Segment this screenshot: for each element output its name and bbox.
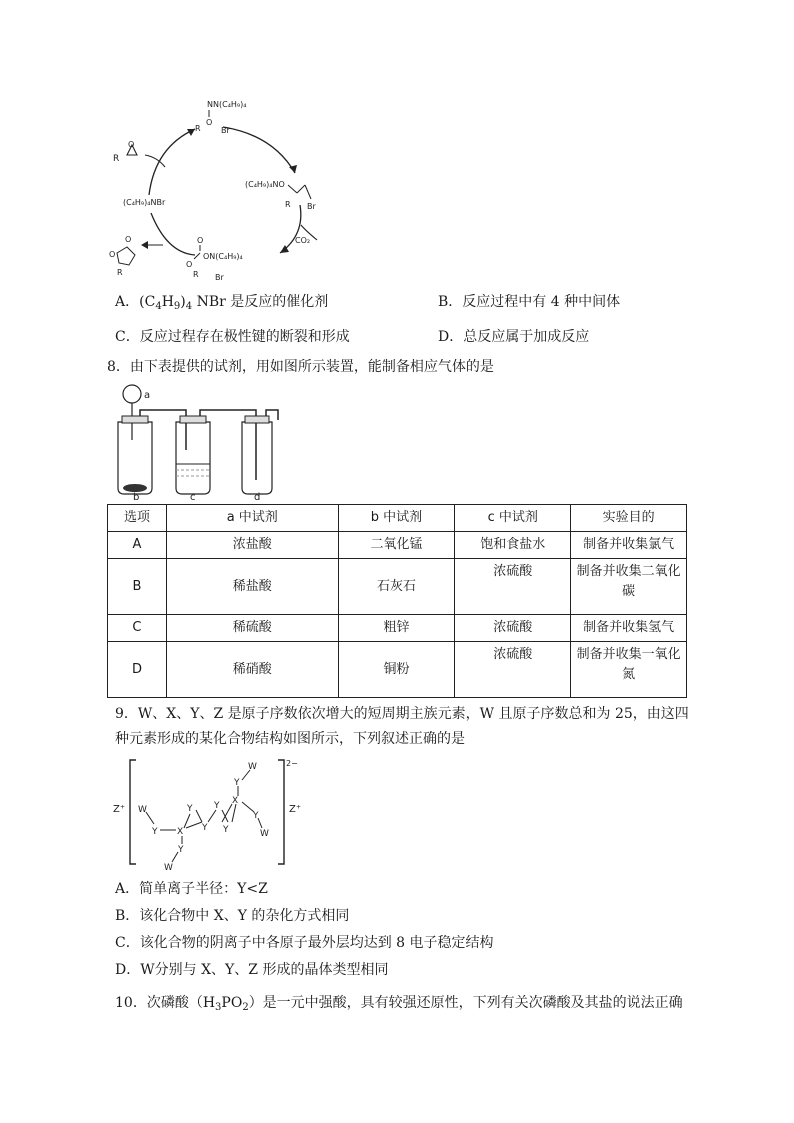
- carbonyl-o-label: O: [197, 236, 204, 245]
- catalytic-cycle-diagram: [105, 95, 335, 285]
- ring-o-label: O: [109, 250, 116, 259]
- atom-labels: [138, 762, 269, 872]
- arrow-head: [141, 241, 148, 249]
- q7-option-a-label: A．: [115, 294, 140, 310]
- q7-option-a: [115, 292, 328, 317]
- formula-sub: 2: [242, 1002, 249, 1013]
- table-row: [108, 532, 687, 559]
- table-row: [108, 615, 687, 642]
- q9-option-c: C．该化合物的阴离子中各原子最外层均达到 8 电子稳定结构: [115, 935, 494, 951]
- table-cell: 浓盐酸: [166, 532, 338, 559]
- bond: [297, 185, 305, 193]
- atom-y: Y: [178, 845, 184, 855]
- q10-stem: [115, 993, 683, 1018]
- q9-option-a: A．简单离子半径：Y<Z: [115, 881, 268, 897]
- z-right-label: Z⁺: [289, 804, 302, 815]
- table-header-cell: b 中试剂: [338, 505, 455, 532]
- table-cell: 制备并收集一氧化氮: [571, 642, 687, 698]
- bond-lines: [146, 770, 262, 862]
- bottle-c: [176, 422, 210, 494]
- anion-structure-diagram: [110, 756, 310, 872]
- right-alkoxide-label: (C₄H₉)₄NO: [245, 180, 285, 189]
- formula-part: H: [161, 294, 174, 310]
- bottom-carbonate-label: ON(C₄H₉)₄: [203, 252, 243, 261]
- q10-stem-part: PO: [221, 995, 243, 1011]
- table-cell: 浓硫酸: [455, 642, 571, 698]
- label-c: c: [190, 492, 196, 500]
- right-r-label: R: [285, 200, 291, 209]
- funnel-bulb: [123, 385, 141, 403]
- table-header-row: [108, 505, 687, 532]
- bottle-b: [118, 422, 152, 494]
- atom-y: Y: [202, 823, 208, 833]
- bottom-br-label: Br: [215, 273, 224, 282]
- table-cell: 制备并收集氢气: [571, 615, 687, 642]
- table-row: [108, 642, 687, 698]
- label-d: d: [254, 492, 261, 500]
- bottle-d: [242, 422, 272, 494]
- bond: [288, 185, 297, 193]
- right-bracket: [278, 760, 284, 864]
- cycle-arc-top-right: [223, 127, 295, 173]
- q9-stem-line-1: 9．W、X、Y、Z 是原子序数依次增大的短周期主族元素，W 且原子序数总和为 25，由这四: [115, 706, 689, 722]
- top-ammonium-label: N(C₄H₉)₄: [213, 100, 247, 109]
- table-cell: A: [108, 532, 167, 559]
- bottle-b-cap: [122, 416, 148, 423]
- q7-option-c: C．反应过程存在极性键的断裂和形成: [115, 329, 350, 345]
- formula-sub: 4: [155, 301, 162, 312]
- table-header-cell: c 中试剂: [455, 505, 571, 532]
- bottle-c-cap: [180, 416, 206, 423]
- solid-reagent: [123, 484, 147, 492]
- table-header-cell: a 中试剂: [166, 505, 338, 532]
- left-salt-label: (C₄H₉)₄NBr: [123, 198, 166, 207]
- q9-option-b: B．该化合物中 X、Y 的杂化方式相同: [115, 908, 350, 924]
- table-cell: 浓硫酸: [455, 559, 571, 615]
- q8-stem: 8．由下表提供的试剂，用如图所示装置，能制备相应气体的是: [107, 359, 494, 375]
- bond: [194, 253, 200, 259]
- carbonate-ring: [117, 247, 135, 265]
- epoxide-r-label: R: [113, 154, 120, 164]
- formula-part: ): [180, 294, 186, 310]
- top-n-label: N: [207, 100, 213, 109]
- table-cell: 粗锌: [338, 615, 455, 642]
- bottom-o-label: O: [186, 260, 193, 269]
- bottle-d-cap: [245, 416, 269, 423]
- co2-label: CO₂: [295, 236, 311, 245]
- formula-sub: 3: [215, 1002, 222, 1013]
- z-left-label: Z⁺: [113, 804, 126, 815]
- atom-y: Y: [187, 804, 193, 814]
- atom-x: X: [177, 827, 184, 837]
- epoxide-o-label: O: [128, 140, 135, 149]
- atom-y: Y: [234, 778, 240, 788]
- charge-label: 2−: [286, 759, 298, 768]
- atom-x: X: [232, 796, 239, 806]
- q9-stem-line-2: 种元素形成的某化合物结构如图所示，下列叙述正确的是: [115, 731, 465, 747]
- cycle-arc-bottom: [151, 213, 195, 255]
- top-r-label: R: [195, 124, 201, 133]
- atom-y: Y: [214, 801, 220, 811]
- left-bracket: [130, 760, 136, 864]
- formula-sub: 9: [173, 301, 181, 312]
- table-cell: C: [108, 615, 167, 642]
- table-cell: 二氧化锰: [338, 532, 455, 559]
- q10-stem-part: ）是一元中强酸，具有较强还原性，下列有关次磷酸及其盐的说法正确: [248, 995, 683, 1011]
- atom-w: W: [248, 762, 257, 772]
- top-br-label: Br: [221, 126, 230, 135]
- right-br-label: Br: [307, 202, 316, 211]
- table-cell: B: [108, 559, 167, 615]
- atom-w: W: [138, 805, 147, 815]
- table-cell: 饱和食盐水: [455, 532, 571, 559]
- table-header-cell: 实验目的: [571, 505, 687, 532]
- table-header-cell: 选项: [108, 505, 167, 532]
- q7-option-a-text: NBr 是反应的催化剂: [192, 294, 329, 310]
- table-cell: 稀硝酸: [166, 642, 338, 698]
- atom-y: Y: [152, 827, 158, 837]
- q10-stem-part: 10．次磷酸（H: [115, 995, 216, 1011]
- table-cell: 浓硫酸: [455, 615, 571, 642]
- q9-option-d: D．W分别与 X、Y、Z 形成的晶体类型相同: [115, 962, 389, 978]
- atom-y: Y: [223, 825, 229, 835]
- cycle-arc-left: [149, 129, 195, 195]
- q7-option-b: B．反应过程中有 4 种中间体: [438, 294, 621, 310]
- bond: [305, 185, 311, 199]
- table-cell: 制备并收集氯气: [571, 532, 687, 559]
- atom-y: Y: [253, 811, 259, 821]
- reagent-table: [107, 504, 687, 698]
- table-cell: 铜粉: [338, 642, 455, 698]
- formula-sub: 4: [185, 301, 193, 312]
- atom-w: W: [260, 829, 269, 839]
- label-a: a: [144, 390, 151, 401]
- table-cell: 稀硫酸: [166, 615, 338, 642]
- table-cell: 稀盐酸: [166, 559, 338, 615]
- top-o-label: O: [206, 118, 213, 127]
- product-r-label: R: [117, 268, 123, 277]
- table-cell: 石灰石: [338, 559, 455, 615]
- ring-co-label: O: [125, 235, 132, 244]
- atom-w: W: [164, 863, 173, 872]
- bottom-r-label: R: [193, 270, 199, 279]
- formula-part: (C: [139, 294, 156, 310]
- label-b: b: [133, 492, 140, 500]
- q7-option-d: D．总反应属于加成反应: [438, 329, 590, 345]
- gas-apparatus-diagram: [108, 380, 283, 500]
- table-cell: 制备并收集二氧化碳: [571, 559, 687, 615]
- cycle-arc-right: [280, 205, 301, 253]
- table-row: [108, 559, 687, 615]
- table-cell: D: [108, 642, 167, 698]
